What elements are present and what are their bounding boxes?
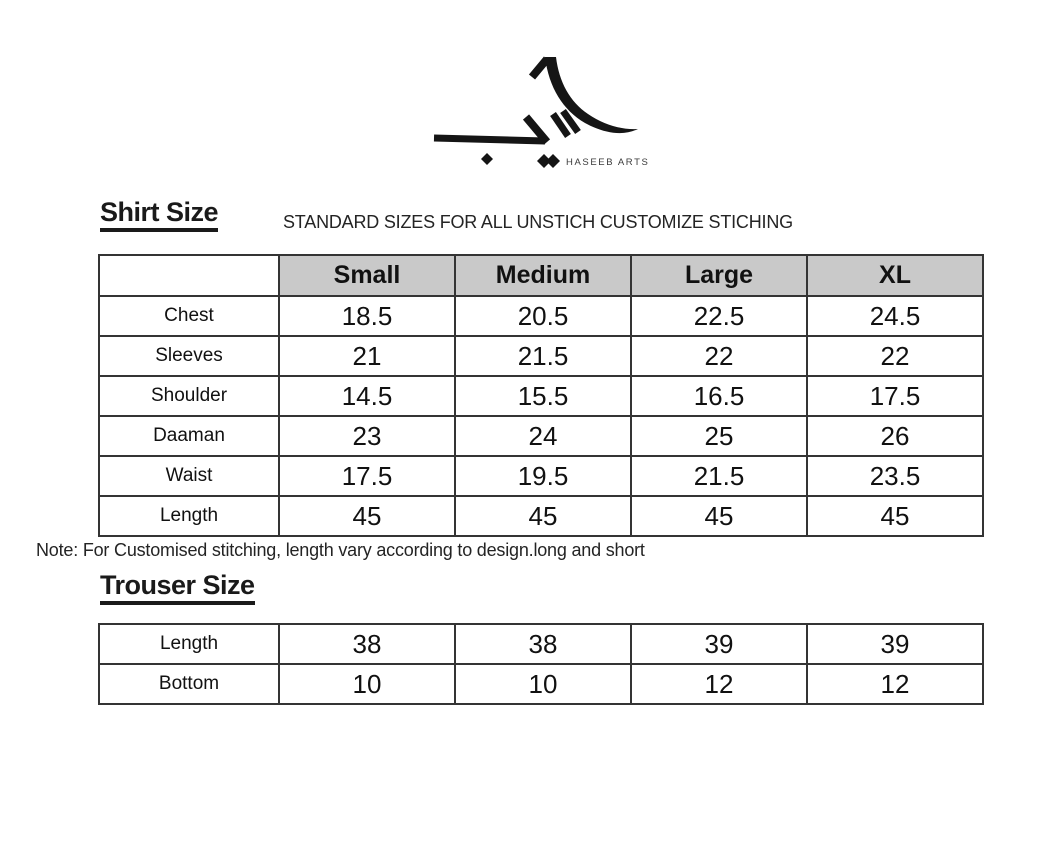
logo-twin-diamond-2: [546, 154, 560, 168]
trouser-length-small: 38: [279, 624, 455, 664]
trouser-length-medium: 38: [455, 624, 631, 664]
length-xl: 45: [807, 496, 983, 536]
shirt-row-sleeves: [99, 336, 983, 376]
logo-calligraphy-icon: [428, 50, 658, 175]
trouser-bottom-xl: 12: [807, 664, 983, 704]
row-label-length: Length: [99, 496, 279, 536]
col-header-medium: Medium: [455, 255, 631, 296]
brand-logo: [428, 50, 658, 175]
trouser-row-bottom: [99, 664, 983, 704]
shirt-row-length: [99, 496, 983, 536]
shirt-subtitle: STANDARD SIZES FOR ALL UNSTICH CUSTOMIZE STICHING: [283, 212, 793, 232]
stitching-note: Note: For Customised stitching, length vary according to design.long and short: [36, 540, 645, 560]
waist-small: 17.5: [279, 456, 455, 496]
chest-large: 22.5: [631, 296, 807, 336]
chest-xl: 24.5: [807, 296, 983, 336]
row-label-sleeves: Sleeves: [99, 336, 279, 376]
waist-xl: 23.5: [807, 456, 983, 496]
daaman-xl: 26: [807, 416, 983, 456]
sleeves-xl: 22: [807, 336, 983, 376]
shoulder-xl: 17.5: [807, 376, 983, 416]
row-label-daaman: Daaman: [99, 416, 279, 456]
row-label-waist: Waist: [99, 456, 279, 496]
sleeves-medium: 21.5: [455, 336, 631, 376]
chest-medium: 20.5: [455, 296, 631, 336]
blank-header-cell: [99, 255, 279, 296]
shoulder-large: 16.5: [631, 376, 807, 416]
length-medium: 45: [455, 496, 631, 536]
trouser-bottom-large: 12: [631, 664, 807, 704]
row-label-shoulder: Shoulder: [99, 376, 279, 416]
row-label-trouser-length: Length: [99, 624, 279, 664]
logo-hook-stroke: [532, 59, 547, 77]
shirt-row-chest: [99, 296, 983, 336]
shirt-row-shoulder: [99, 376, 983, 416]
logo-dot-diamond: [481, 153, 493, 165]
trouser-row-length: [99, 624, 983, 664]
trouser-length-xl: 39: [807, 624, 983, 664]
shoulder-small: 14.5: [279, 376, 455, 416]
col-header-large: Large: [631, 255, 807, 296]
length-small: 45: [279, 496, 455, 536]
shirt-row-waist: [99, 456, 983, 496]
trouser-bottom-medium: 10: [455, 664, 631, 704]
trouser-size-table: [98, 623, 984, 705]
chest-small: 18.5: [279, 296, 455, 336]
row-label-chest: Chest: [99, 296, 279, 336]
col-header-small: Small: [279, 255, 455, 296]
col-header-xl: XL: [807, 255, 983, 296]
shoulder-medium: 15.5: [455, 376, 631, 416]
daaman-small: 23: [279, 416, 455, 456]
trouser-size-heading: Trouser Size: [100, 571, 255, 605]
sleeves-small: 21: [279, 336, 455, 376]
shirt-size-table: [98, 254, 984, 537]
logo-brand-text: HASEEB ARTS: [566, 157, 650, 168]
daaman-medium: 24: [455, 416, 631, 456]
shirt-size-heading: Shirt Size: [100, 198, 218, 232]
daaman-large: 25: [631, 416, 807, 456]
logo-baseline-stroke: [434, 138, 545, 141]
waist-large: 21.5: [631, 456, 807, 496]
trouser-bottom-small: 10: [279, 664, 455, 704]
row-label-trouser-bottom: Bottom: [99, 664, 279, 704]
shirt-header-row: [99, 255, 983, 296]
sleeves-large: 22: [631, 336, 807, 376]
waist-medium: 19.5: [455, 456, 631, 496]
length-large: 45: [631, 496, 807, 536]
trouser-length-large: 39: [631, 624, 807, 664]
shirt-row-daaman: [99, 416, 983, 456]
